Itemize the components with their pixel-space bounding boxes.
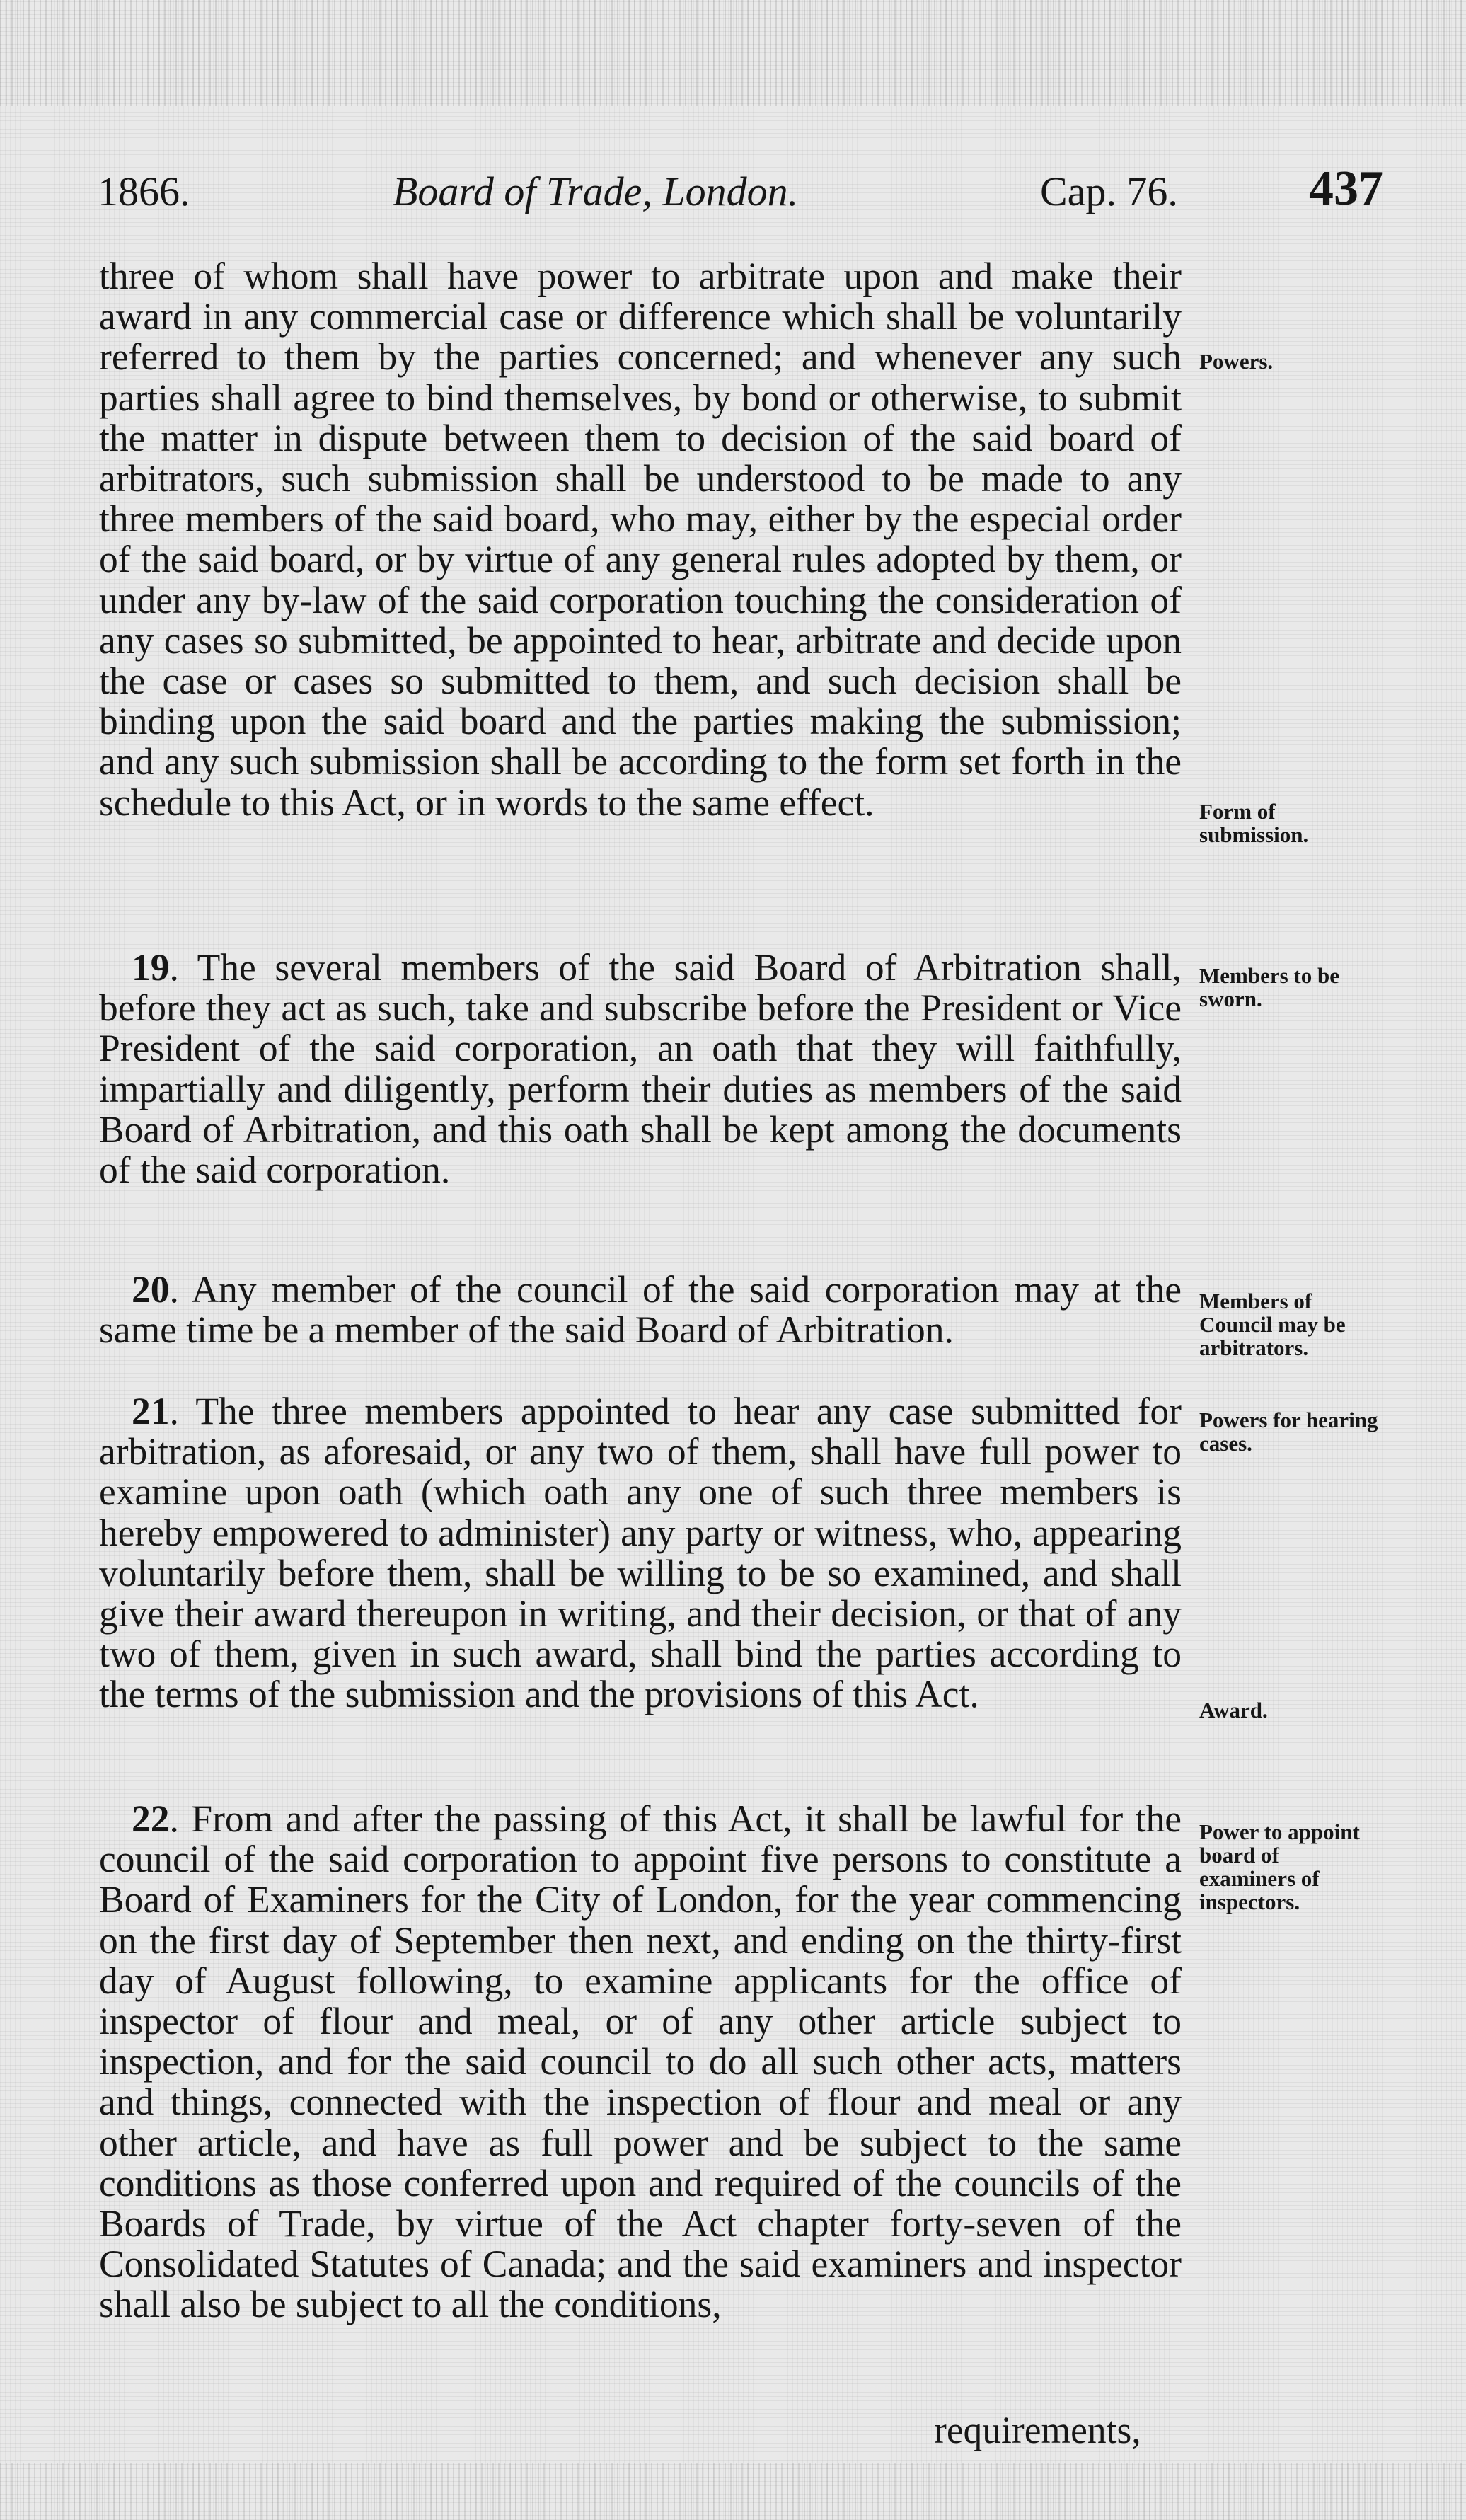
section-text: . The three members appointed to hear any case submitted for arbitration, as aforesaid, or any two of them, shall have full power to examine upon oath (which oath any one of such three members is hereby empowered to administer) any party or witness, who, appearing voluntarily before them, shall be willing to be so examined, and shall give their award thereupon in writing, and their decision, or that of any two of them, given in such award, shall bind the parties according to the terms of the submission and the provisions of this Act. (99, 1390, 1182, 1716)
section-text: . The several members of the said Board of Arbitration shall, before they act as such, take and subscribe before the President or Vice President of the said corporation, an oath that they will faithfully, impartially and diligently, perform their duties as members of the said Board of Arbitration, and this oath shall be kept among the documents of the said corporation. (99, 946, 1182, 1192)
margin-note-powers: Powers. (1199, 349, 1274, 374)
section-21 (99, 1391, 1182, 1715)
header-title: Board of Trade, London. (393, 168, 799, 214)
margin-note-award: Award. (1199, 1698, 1268, 1722)
catchword: requirements, (934, 2409, 1141, 2451)
margin-note-hearing-cases: Powers for hearing cases. (1199, 1408, 1378, 1456)
section-20 (99, 1270, 1182, 1350)
header-chapter: Cap. 76. (1040, 168, 1178, 214)
section-number: 20 (132, 1268, 170, 1311)
section-number: 21 (132, 1390, 170, 1432)
page-number: 437 (1309, 161, 1383, 216)
section-text: . Any member of the council of the said corporation may at the same time be a member of the said Board of Arbitration. (99, 1268, 1182, 1352)
header-year: 1866. (98, 168, 190, 214)
section-text: . From and after the passing of this Act, it shall be lawful for the council of the said corporation to appoint five persons to constitute a Board of Examiners for the City of London, for the year commencing on the first day of September then next, and ending on the thirty-first day of August following, to examine applicants for the office of inspector of flour and meal, or of any other article subject to inspection, and for the said council to do all such other acts, matters and things, connected with the inspection of flour and meal or any other article, and have as full power and be subject to the same conditions as those conferred upon and required of the councils of the Boards of Trade, by virtue of the Act chapter forty-seven of the Consolidated Statutes of Canada; and the said examiners and inspector shall also be subject to all the conditions, (99, 1797, 1182, 2326)
margin-note-power-appoint-examiners: Power to appoint board of examiners of inspectors. (1199, 1819, 1360, 1914)
section-number: 19 (132, 946, 170, 989)
paragraph-continuation (99, 256, 1182, 823)
section-number: 22 (132, 1797, 170, 1840)
margin-note-form-of-submission: Form of submission. (1199, 799, 1309, 847)
margin-note-members-sworn: Members to be sworn. (1199, 963, 1339, 1011)
paragraph-text: three of whom shall have power to arbitrate upon and make their award in any commercial case or difference which shall be voluntarily referred to them by the parties concerned; and whenever any such parties shall agree to bind themselves, by bond or otherwise, to submit the matter in dispute between them to decision of the said board of arbitrators, such submission shall be understood to be made to any three members of the said board, who may, either by the especial order of the said board, or by virtue of any general rules adopted by them, or under any by-law of the said corporation touching the consideration of any cases so submitted, be appointed to hear, arbitrate and decide upon the case or cases so submitted to them, and such decision shall be binding upon the said board and the parties making the submission; and any such submission shall be according to the form set forth in the schedule to this Act, or in words to the same effect. (99, 255, 1182, 824)
section-22 (99, 1799, 1182, 2325)
scan-border-bottom (0, 2463, 1466, 2520)
margin-note-council-arbitrators: Members of Council may be arbitrators. (1199, 1289, 1346, 1360)
scan-border-top (0, 0, 1466, 106)
section-19 (99, 948, 1182, 1190)
